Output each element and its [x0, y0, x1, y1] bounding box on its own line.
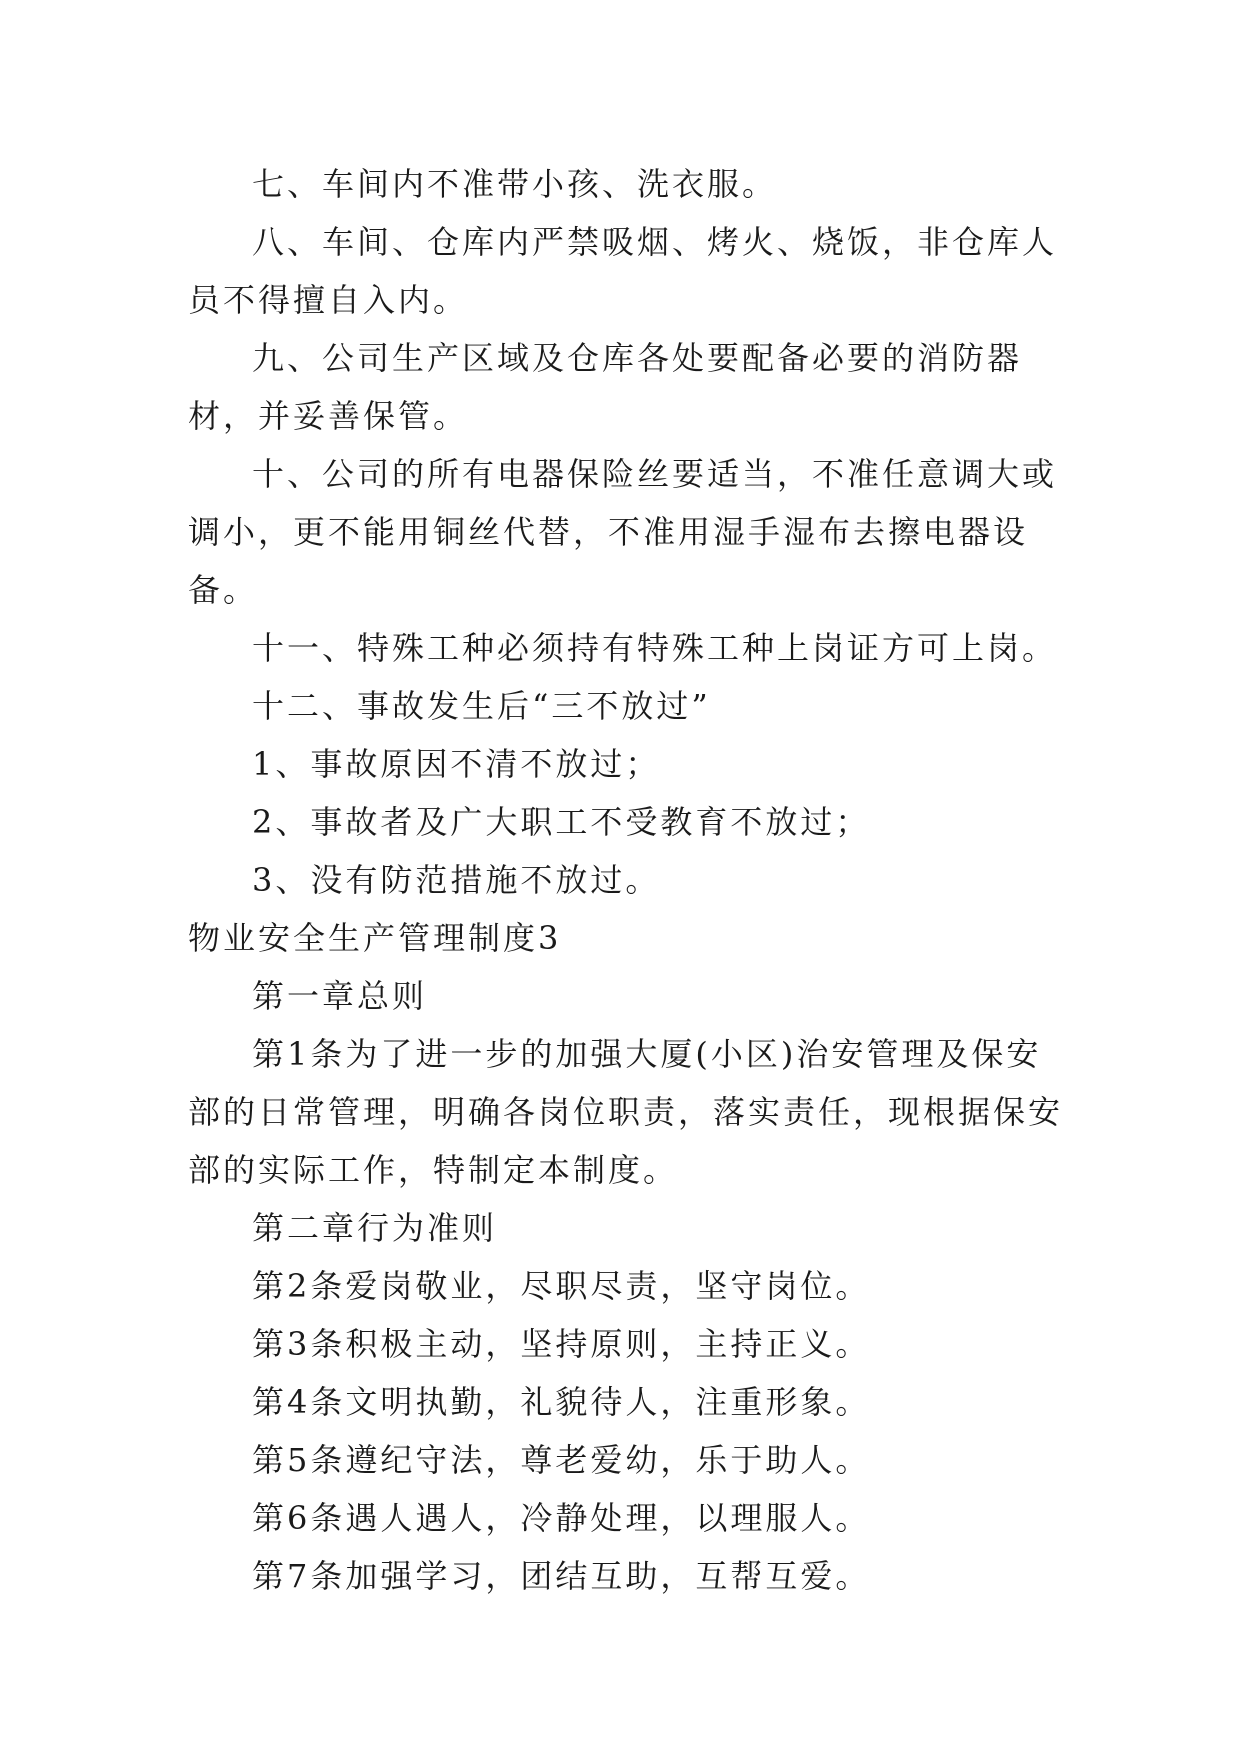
list-item-1: 1、事故原因不清不放过； [252, 745, 661, 783]
article-6: 第6条遇人遇人，冷静处理，以理服人。 [252, 1499, 871, 1537]
article-1: 第1条为了进一步的加强大厦(小区)治安管理及保安部的日常管理，明确各岗位职责，落实责任，现根据保安部的实际工作，特制定本制度。 [188, 1035, 1064, 1189]
list-item-2: 2、事故者及广大职工不受教育不放过； [252, 803, 871, 841]
section-heading: 物业安全生产管理制度3 [188, 919, 562, 957]
paragraph-rule-8: 八、车间、仓库内严禁吸烟、烤火、烧饭，非仓库人员不得擅自入内。 [188, 223, 1058, 319]
paragraph-rule-11: 十一、特殊工种必须持有特殊工种上岗证方可上岗。 [252, 629, 1058, 667]
article-5: 第5条遵纪守法，尊老爱幼，乐于助人。 [252, 1441, 871, 1479]
paragraph-rule-9: 九、公司生产区域及仓库各处要配备必要的消防器材，并妥善保管。 [188, 339, 1023, 435]
article-2: 第2条爱岗敬业，尽职尽责，坚守岗位。 [252, 1267, 871, 1305]
article-3: 第3条积极主动，坚持原则，主持正义。 [252, 1325, 871, 1363]
paragraph-rule-10: 十、公司的所有电器保险丝要适当，不准任意调大或调小，更不能用铜丝代替，不准用湿手湿布去擦电器设备。 [188, 455, 1058, 609]
chapter-1-heading: 第一章总则 [252, 977, 428, 1015]
list-item-3: 3、没有防范措施不放过。 [252, 861, 661, 899]
chapter-2-heading: 第二章行为准则 [252, 1209, 498, 1247]
paragraph-rule-7: 七、车间内不准带小孩、洗衣服。 [252, 165, 778, 203]
article-4: 第4条文明执勤，礼貌待人，注重形象。 [252, 1383, 871, 1421]
paragraph-rule-12: 十二、事故发生后“三不放过” [252, 687, 711, 725]
document-body [188, 155, 1068, 1605]
article-7: 第7条加强学习，团结互助，互帮互爱。 [252, 1557, 871, 1595]
